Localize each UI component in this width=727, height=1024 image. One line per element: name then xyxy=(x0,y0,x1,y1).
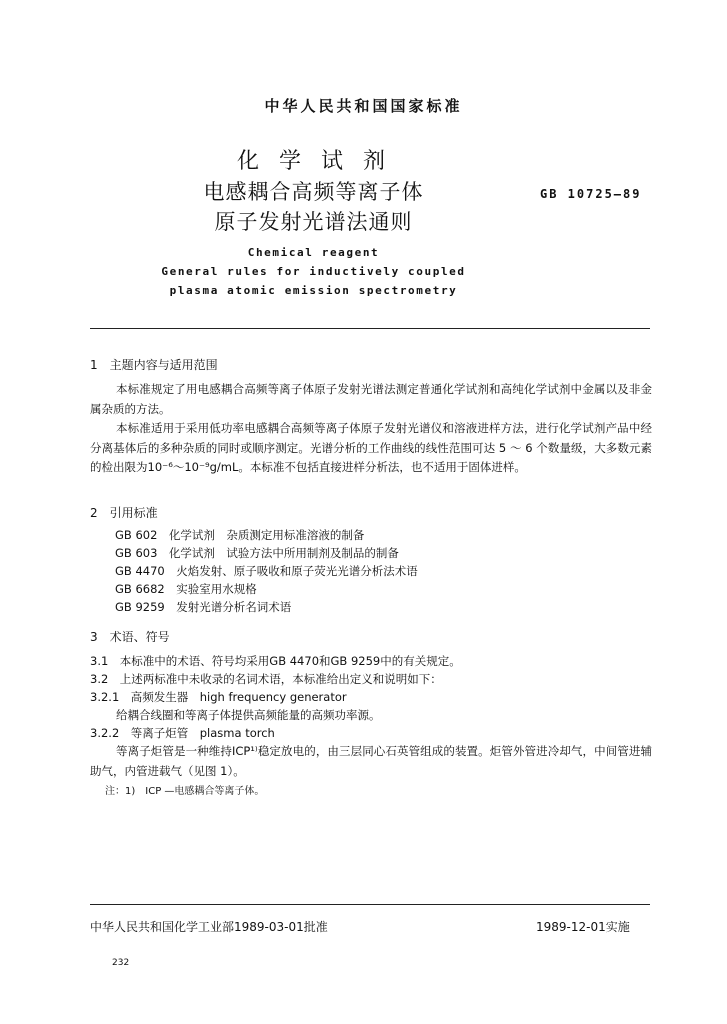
title-line-1: 化学试剂 xyxy=(236,149,405,174)
implementation-date: 1989-12-01实施 xyxy=(536,920,630,934)
clause-3-2: 3.2 上述两标准中未收录的名词术语，本标准给出定义和说明如下： xyxy=(90,672,442,686)
clause-3-2-2-title: 3.2.2 等离子炬管 plasma torch xyxy=(90,726,275,740)
reference-item: GB 602 化学试剂 杂质测定用标准溶液的制备 xyxy=(115,528,365,542)
reference-item: GB 4470 火焰发射、原子吸收和原子荧光光谱分析法术语 xyxy=(115,564,418,578)
top-divider xyxy=(90,328,650,329)
standard-number: GB 10725—89 xyxy=(540,187,642,201)
reference-item: GB 6682 实验室用水规格 xyxy=(115,582,257,596)
reference-item: GB 603 化学试剂 试验方法中所用制剂及制品的制备 xyxy=(115,546,399,560)
clause-3-2-2-text: 等离子炬管是一种维持ICP¹⁾稳定放电的，由三层同心石英管组成的装置。炬管外管进冷却气，中间管进辅助气，内管进载气（见图 1）。 xyxy=(90,744,652,778)
english-title-line-3: plasma atomic emission spectrometry xyxy=(169,284,458,297)
section-2-heading: 2 引用标准 xyxy=(90,506,158,520)
footnote: 注：1) ICP —电感耦合等离子体。 xyxy=(105,786,265,797)
english-title-line-1: Chemical reagent xyxy=(247,246,380,259)
section-1-paragraph-2: 本标准适用于采用低功率电感耦合高频等离子体原子发射光谱仪和溶液进样方法，进行化学试剂产品中经分离基体后的多种杂质的同时或顺序测定。光谱分析的工作曲线的线性范围可达 5 ～ 6 个数量级，大多数元素的检出限为10⁻⁶～10⁻⁹g/mL。本标准不包括直接进样分析法，也不适用于固体进样。 xyxy=(90,421,652,474)
approval-line: 中华人民共和国化学工业部1989-03-01批准 xyxy=(90,920,328,934)
english-title-line-2: General rules for inductively coupled xyxy=(161,265,466,278)
section-3-heading: 3 术语、符号 xyxy=(90,630,170,644)
title-line-2: 电感耦合高频等离子体 xyxy=(203,180,424,204)
document-header: 中华人民共和国国家标准 xyxy=(264,97,463,115)
section-1-heading: 1 主题内容与适用范围 xyxy=(90,358,218,372)
title-line-3: 原子发射光谱法通则 xyxy=(214,210,413,234)
reference-item: GB 9259 发射光谱分析名词术语 xyxy=(115,600,292,614)
bottom-divider xyxy=(90,904,650,905)
clause-3-2-1-text: 给耦合线圈和等离子体提供高频能量的高频功率源。 xyxy=(116,708,381,722)
clause-3-1: 3.1 本标准中的术语、符号均采用GB 4470和GB 9259中的有关规定。 xyxy=(90,654,461,668)
section-1-paragraph-1: 本标准规定了用电感耦合高频等离子体原子发射光谱法测定普通化学试剂和高纯化学试剂中金属以及非金属杂质的方法。 xyxy=(90,382,652,416)
page-number: 232 xyxy=(112,958,130,968)
clause-3-2-1-title: 3.2.1 高频发生器 high frequency generator xyxy=(90,690,347,704)
